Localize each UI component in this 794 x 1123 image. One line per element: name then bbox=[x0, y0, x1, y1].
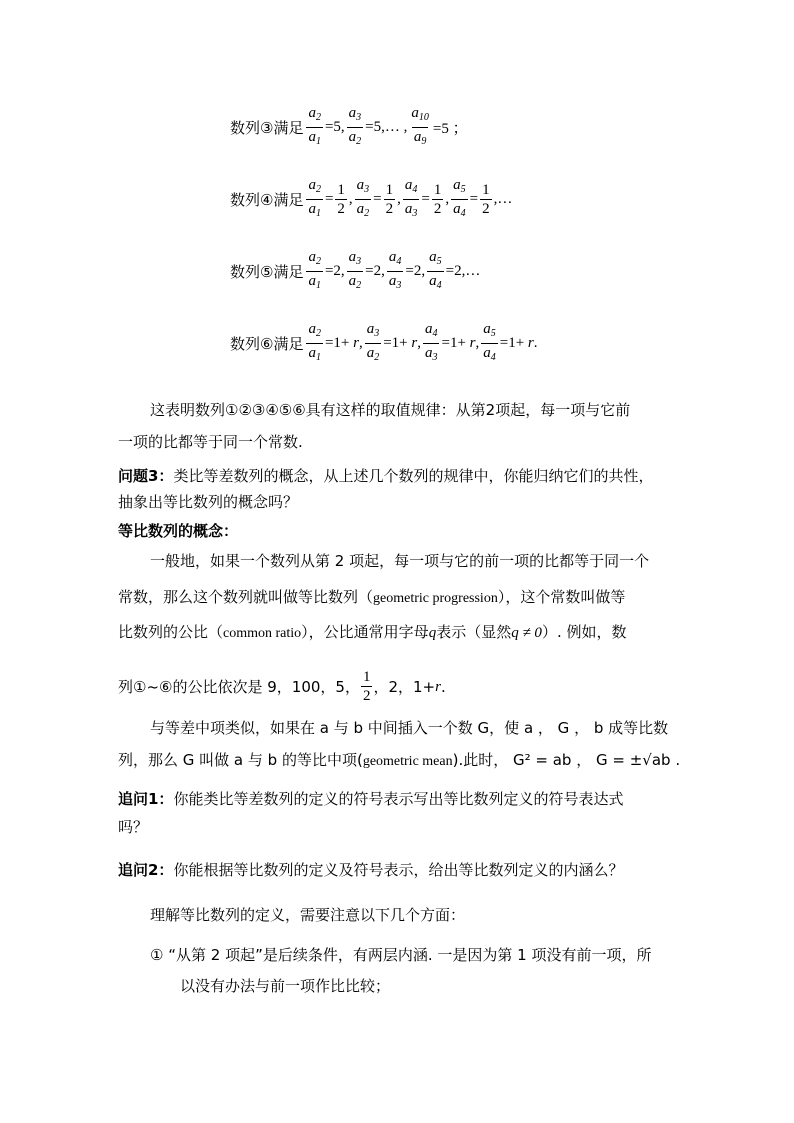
concept-line-1: 一般地，如果一个数列从第 2 项起，每一项与它的前一项的比都等于同一个 bbox=[150, 552, 650, 570]
question-3: 问题3：类比等差数列的概念，从上述几个数列的规律中，你能归纳它们的共性， bbox=[118, 467, 654, 485]
fraction: $\frac{a_2}{a_1}$ bbox=[306, 104, 323, 151]
section-heading: 等比数列的概念： bbox=[118, 522, 239, 540]
geomean-line-2: 列，那么 G 叫做 a 与 b 的等比中项(geometric mean).此时， G² = ab ， G = ±√ab . bbox=[118, 751, 681, 769]
follow-up-1-line-2: 吗？ bbox=[118, 818, 149, 836]
follow-up-label: 追问2： bbox=[118, 861, 174, 879]
summary-line-2: 一项的比都等于同一个常数. bbox=[118, 433, 303, 451]
formula-row-5: 数列⑤满足 $\frac{a_2}{a_1}$ =2, $\frac{a_3}{a_2}$ =2, $\frac{a_4}{a_3}$ =2, $\frac{a_5}{a_4}$ =2,… bbox=[230, 248, 481, 295]
summary-line-1: 这表明数列①②③④⑤⑥具有这样的取值规律：从第2项起，每一项与它前 bbox=[150, 401, 631, 419]
formula-lead: 数列⑥满足 bbox=[230, 335, 304, 353]
understand-intro: 理解等比数列的定义，需要注意以下几个方面： bbox=[150, 906, 466, 924]
fraction: $\frac{a_{10}}{a_9}$ bbox=[409, 104, 431, 151]
understand-item-1: ① “从第 2 项起”是后续条件，有两层内涵. 一是因为第 1 项没有前一项，所 bbox=[150, 946, 652, 964]
understand-item-1-cont: 以没有办法与前一项作比比较； bbox=[180, 977, 391, 995]
question-label: 问题3： bbox=[118, 467, 174, 485]
formula-row-6: 数列⑥满足 $\frac{a_2}{a_1}$ =1+ r, $\frac{a_3}{a_2}$ =1+ r, $\frac{a_4}{a_3}$ =1+ r, $\frac{a_5}{a_4}$ =1+ r. bbox=[230, 320, 539, 367]
formula-lead: 数列③满足 bbox=[230, 119, 304, 137]
formula-row-4: 数列④满足 $\frac{a_2}{a_1}$ = $\frac{1}{2}$ , $\frac{a_3}{a_2}$ = $\frac{1}{2}$ , $\frac{a_4}{a_3}$ = $\frac{1}{2}$ , $\frac{a_5}{a_4}$ = $\frac{1}{2}$ ,… bbox=[230, 176, 513, 223]
follow-up-label: 追问1： bbox=[118, 790, 174, 808]
fraction-one-half: $\frac{1}{2}$ bbox=[362, 669, 371, 704]
formula-row-3: 数列③满足 $\frac{a_2}{a_1}$ =5, $\frac{a_3}{a_2}$ =5,… , $\frac{a_{10}}{a_9}$ =5 ； bbox=[230, 104, 469, 151]
concept-line-4: 列①~⑥的公比依次是 9，100，5， $\frac{1}{2}$ ，2，1+ r . bbox=[118, 669, 446, 704]
follow-up-2: 追问2：你能根据等比数列的定义及符号表示，给出等比数列定义的内涵么？ bbox=[118, 861, 624, 879]
question-3-line-2: 抽象出等比数列的概念吗？ bbox=[118, 493, 299, 511]
formula-lead: 数列④满足 bbox=[230, 191, 304, 209]
concept-line-3: 比数列的公比（common ratio），公比通常用字母q表示（显然q ≠ 0）. 例如，数 bbox=[118, 623, 627, 641]
concept-line-2: 常数，那么这个数列就叫做等比数列（geometric progression），这个常数叫做等 bbox=[118, 588, 626, 606]
follow-up-1: 追问1：你能类比等差数列的定义的符号表示写出等比数列定义的符号表达式 bbox=[118, 790, 624, 808]
geomean-line-1: 与等差中项类似，如果在 a 与 b 中间插入一个数 G，使 a ， G ， b 成等比数 bbox=[150, 719, 669, 737]
formula-lead: 数列⑤满足 bbox=[230, 263, 304, 281]
fraction: $\frac{a_3}{a_2}$ bbox=[347, 104, 364, 151]
